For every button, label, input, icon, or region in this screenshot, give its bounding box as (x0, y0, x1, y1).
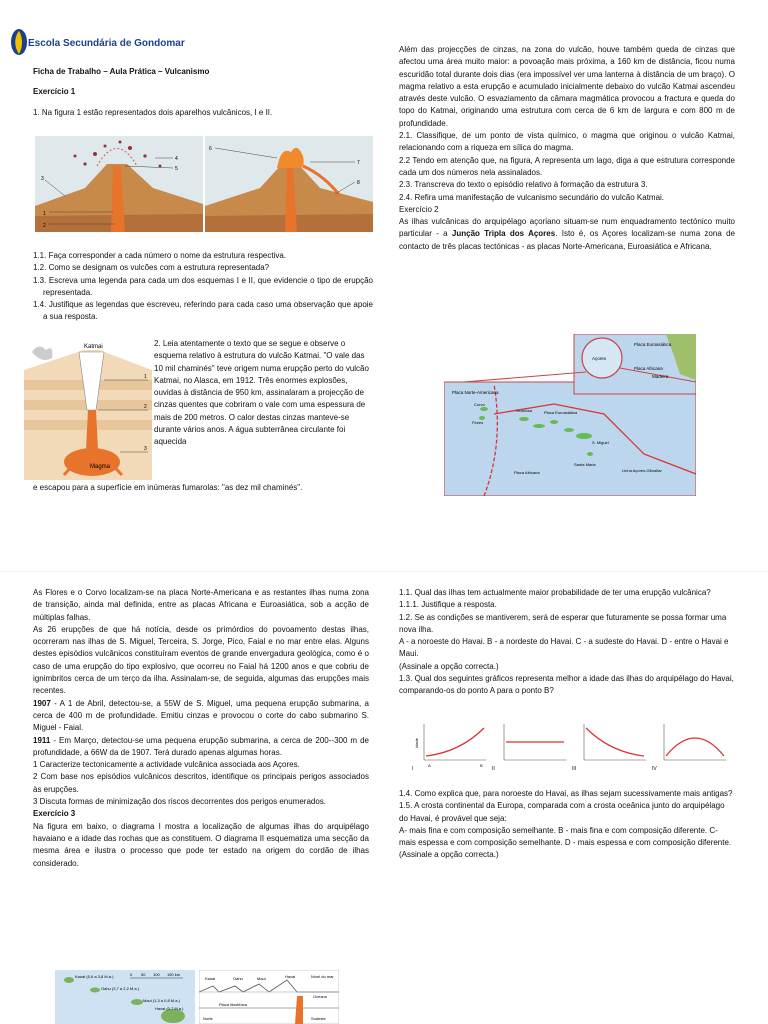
ex3-text: Na figura em baixo, o diagrama I mostra a localização de algumas ilhas do arquipélago havaiano e a idade das rochas que as constituem. O diagrama II esquematiza uma secção da mesma área e ilustra o processo que pode ter estado na origem do cordão de ilhas considerado. (33, 821, 369, 868)
ex2-intro-bold2: Norte-Americana, Euroasiática e Africana. (562, 241, 712, 251)
section-kauai: Kauai (205, 976, 216, 981)
map-santa-maria: Santa Maria (574, 462, 596, 467)
hawaii-map (55, 970, 195, 1024)
fig1-label-3: 3 (41, 176, 44, 182)
section-oahu: Oahu (233, 976, 243, 981)
katmai-num-1: 1 (144, 374, 147, 380)
hawaii-q13: 1.3. Qual dos seguintes gráficos representa melhor a idade das ilhas do arquipélago do Havai, comparando-os do ponto A para o ponto B? (399, 674, 734, 696)
section-plate: Placa litosférica (219, 1002, 248, 1007)
exercise3-title: Exercício 3 (33, 809, 76, 819)
magma-label: Magma (90, 464, 111, 470)
ex1-intro: 1. Na figura 1 estão representados dois aparelhos vulcânicos, I e II. (33, 107, 273, 117)
graph-III (572, 724, 646, 772)
section-north: Norte (203, 1016, 213, 1021)
section-sea-level: Nível do mar (311, 974, 334, 979)
hawaii-q14: 1.4. Como explica que, para noroeste do Havai, as ilhas sejam sucessivamente mais antigas? (399, 789, 733, 798)
azores-p2: As 26 erupções de que há notícia, desde os primórdios do povoamento destas ilhas, ocorreram nas ilhas de S. Miguel, Terceira, S. Jorge, Pico, Faial e no mar entre elas. Alguns destes episódios vulcânicos constituíram eventos de grande envergadura geológica, como é o caso de uma erupção do tipo explosivo, que ocorreu no Faial há 1200 anos e que cobriu de ignimbritos cerca de um terço da ilha. Assinalam-se, de seguida, algumas das erupções mais recentes. (33, 624, 369, 696)
q21: 2.1. Classifique, de um ponto de vista químico, o magma que originou o vulcão Katmai, relacionando com a riqueza em sílica do magma. (399, 131, 735, 153)
scale-150: 150 km (167, 972, 181, 977)
map-african: Placa Africana (634, 366, 663, 371)
graph-II-label: II (492, 766, 495, 772)
graph-III-label: III (572, 766, 577, 772)
map-flores: Flores (472, 420, 484, 425)
fig1-label-5: 5 (175, 166, 178, 172)
map-madeira: Madeira (652, 374, 669, 379)
eruption-1907 (33, 698, 369, 735)
ex2-intro-a: As ilhas vulcânicas do arquipélago açoriano situam-se num enquadramento tectónico muito particular - a (399, 217, 735, 239)
fig2-label-6: 6 (209, 146, 212, 152)
ex1-q12: 1.2. Como se designam os vulcões com a estrutura representada? (33, 263, 270, 273)
q2-body: "O vale das 10 mil chaminés" teve origem numa erupção perto do vulcão Katmai, no Alasca, em 1912. Três enormes explosões, ouvidas à distância de 950 km, assinalaram a projecção de cinzas quentes que cobriram o vale com uma espessura de mais de 200 metros. O calor destas cinzas manteve-se durante vários anos. A água subterrânea circulante foi aquecida (154, 351, 369, 447)
scale-100: 100 (153, 972, 160, 977)
q2-bold: Leia atentamente o texto que se segue e observe o esquema relativo à estrutura do vulcão Katmai. (154, 339, 346, 361)
ex2-intro (399, 216, 735, 253)
fig2-label-8: 8 (357, 180, 360, 186)
worksheet-title: Ficha de Trabalho – Aula Prática – Vulcanismo (33, 67, 210, 76)
map-corvo: Corvo (474, 402, 485, 407)
fig2-label-7: 7 (357, 160, 360, 166)
map-azores: Açores (592, 356, 607, 361)
map-eur-small: Placa Euroasiática (544, 410, 578, 415)
graph-I (412, 724, 486, 772)
year-1911: 1911 (33, 735, 51, 745)
map-north-american: Placa Norte-Americana (452, 390, 499, 395)
text-1907: - A 1 de Abril, detectou-se, a 55W de S. Miguel, uma pequena erupção submarina, a cerca de 400 m de profundidade. Emitiu cinzas e provocou o corte do cabo submarino S. Miguel - Faial. (33, 698, 369, 733)
fig1-label-2: 2 (43, 223, 46, 229)
graph-I-axis-a: A (428, 763, 431, 768)
q24: 2.4. Refira uma manifestação de vulcanismo secundário do vulcão Katmai. (399, 192, 665, 202)
hawaii-kauai: Kauai (5,6 a 3,8 M.a.) (75, 974, 114, 979)
hawaii-maui: Maui (1,3 a 0,8 M.a.) (143, 998, 180, 1003)
q2-text (154, 338, 370, 449)
ex1-q14: 1.4. Justifique as legendas que escreveu, referindo para cada caso uma observação que apoie a sua resposta. (33, 300, 373, 322)
right-top-text (399, 44, 735, 253)
hawaii-section (199, 970, 339, 1024)
section-southeast: Sudeste (311, 1016, 326, 1021)
exercise1-title: Exercício 1 (33, 87, 76, 97)
scale-0: 0 (130, 972, 133, 977)
school-name: Escola Secundária de Gondomar (28, 38, 185, 49)
eruption-1911 (33, 735, 369, 760)
graph-I-label: I (412, 766, 414, 772)
section-havai: Havai (285, 974, 296, 979)
q2-text-cont: e escapou para a superfície em inúmeras fumarolas: "as dez mil chaminés". (33, 483, 303, 492)
bottom-left-text (33, 587, 369, 870)
katmai-num-3: 3 (144, 446, 147, 452)
bottom-right-text-a (399, 587, 735, 698)
age-graphs (410, 720, 735, 772)
katmai-label: Katmai (84, 344, 103, 350)
katmai-figure (24, 340, 152, 480)
ex2-title: Exercício 2 (399, 204, 439, 214)
hawaii-q15: 1.5. A crosta continental da Europa, comparada com a crosta oceânica junto do arquipélago do Havai, é provável que seja: (399, 801, 725, 823)
ex1-q11: 1.1. Faça corresponder a cada número o nome da estrutura respectiva. (33, 251, 287, 260)
graph-II (492, 724, 566, 772)
azores-p1: As Flores e o Corvo localizam-se na placa Norte-Americana e as restantes ilhas numa zona de transição, ainda mal definida, entre as placas Africana e Euroasiática, sob a acção de múltiplas falhas. (33, 588, 369, 622)
katmai-num-2: 2 (144, 404, 147, 410)
hawaii-oahu: Oahu (3,7 a 2,2 M.a.) (101, 986, 140, 991)
school-header (10, 27, 210, 59)
school-logo-icon (10, 27, 28, 57)
azores-map (444, 334, 696, 496)
hawaii-q11: 1.1. Qual das ilhas tem actualmente maior probabilidade de ter uma erupção vulcânica? (399, 588, 711, 597)
ex1-questions (33, 250, 373, 324)
q23: 2.3. Transcreva do texto o episódio relativo à formação da estrutura 3. (399, 180, 648, 190)
map-sao-miguel: S. Miguel (592, 440, 609, 445)
fig1-label-1: 1 (43, 211, 46, 217)
map-eurasian: Placa Euroasiática (634, 342, 672, 347)
hawaii-q12-opts: A - a noroeste do Havai. B - a nordeste do Havai. C - a sudeste do Havai. D - entre o Havai e Maui. (399, 637, 729, 659)
q2-lead: 2. (154, 339, 161, 348)
section-maui: Maui (257, 976, 266, 981)
graph-IV-label: IV (652, 766, 657, 772)
fig1-label-4: 4 (175, 156, 178, 162)
worksheet-header (33, 66, 373, 119)
q22: 2.2 Tendo em atenção que, na figura, A representa um lago, diga a que estrutura corresponde cada um dos números nela assinalados. (399, 155, 735, 177)
azores-q1: 1 Caracterize tectonicamente a actividade vulcânica associada aos Açores. (33, 760, 300, 770)
graph-I-axis-b: B (480, 763, 483, 768)
ex2-intro-b: . Isto é, os Açores localizam-se numa zona de contacto de três placas tectónicas - as placas (399, 229, 735, 251)
hawaii-q12-note: (Assinale a opção correcta.) (399, 661, 499, 671)
year-1907: 1907 (33, 698, 51, 708)
hawaii-q15-opts: A- mais fina e com composição semelhante. B - mais fina e com composição diferente. C- mais espessa e com composição semelhante. D - mais espessa e com composição diferente. (399, 825, 732, 848)
section-ocean: Oceano (313, 994, 328, 999)
map-africa-small: Placa Africana (514, 470, 540, 475)
page-divider (0, 571, 768, 572)
ex2-intro-bold: Junção Tripla dos Açores (451, 229, 556, 239)
bottom-right-text-b (399, 788, 735, 862)
text-1911: - Em Março, detectou-se uma pequena erupção submarina, a cerca de 200--300 m de profundidade, a 66W da de 1907. Terá durado apenas algumas horas. (33, 735, 369, 757)
scale-50: 50 (141, 972, 146, 977)
map-graciosa: Graciosa (516, 408, 533, 413)
hawaii-q15-note: (Assinale a opção correcta.) (399, 850, 499, 860)
graph-IV (652, 724, 726, 772)
ex1-q13: 1.3. Escreva uma legenda para cada um dos esquemas I e II, que evidencie o tipo de erupção representada. (33, 275, 373, 297)
graph-I-axis-y: Idade (414, 737, 419, 748)
map-gloria: Linha Açores-Gibraltar (622, 468, 662, 473)
hawaii-q111: 1.1.1. Justifique a resposta. (399, 600, 497, 610)
volcano-figure-2 (205, 136, 373, 232)
azores-q2: 2 Com base nos episódios vulcânicos descritos, identifique os principais perigos associados às erupções. (33, 772, 369, 794)
volcano-figure-1 (35, 136, 203, 232)
hawaii-havai: Havai (0,7 M.a.) (155, 1006, 184, 1011)
katmai-paragraph: Além das projecções de cinzas, na zona do vulcão, houve também queda de cinzas que afectou uma área muito maior: a povoação mais próxima, a 160 km de distância, ficou numa escuridão total durante dois dias (era impossível ver uma lanterna à distância de um braço). O magma relativo a esta erupção e acumulado inicialmente debaixo do vulcão Katmai ascendeu através deste vulcão. O esvaziamento da câmara magmática provocou a fractura e queda do topo do Katmai, originando uma estrutura com cerca de 6 km de largura e com 800 m de profundidade. (399, 45, 735, 128)
hawaii-q12: 1.2. Se as condições se mantiverem, será de esperar que futuramente se possa formar uma nova ilha. (399, 612, 727, 634)
azores-q3: 3 Discuta formas de minimização dos riscos decorrentes dos perigos enumerados. (33, 797, 327, 807)
